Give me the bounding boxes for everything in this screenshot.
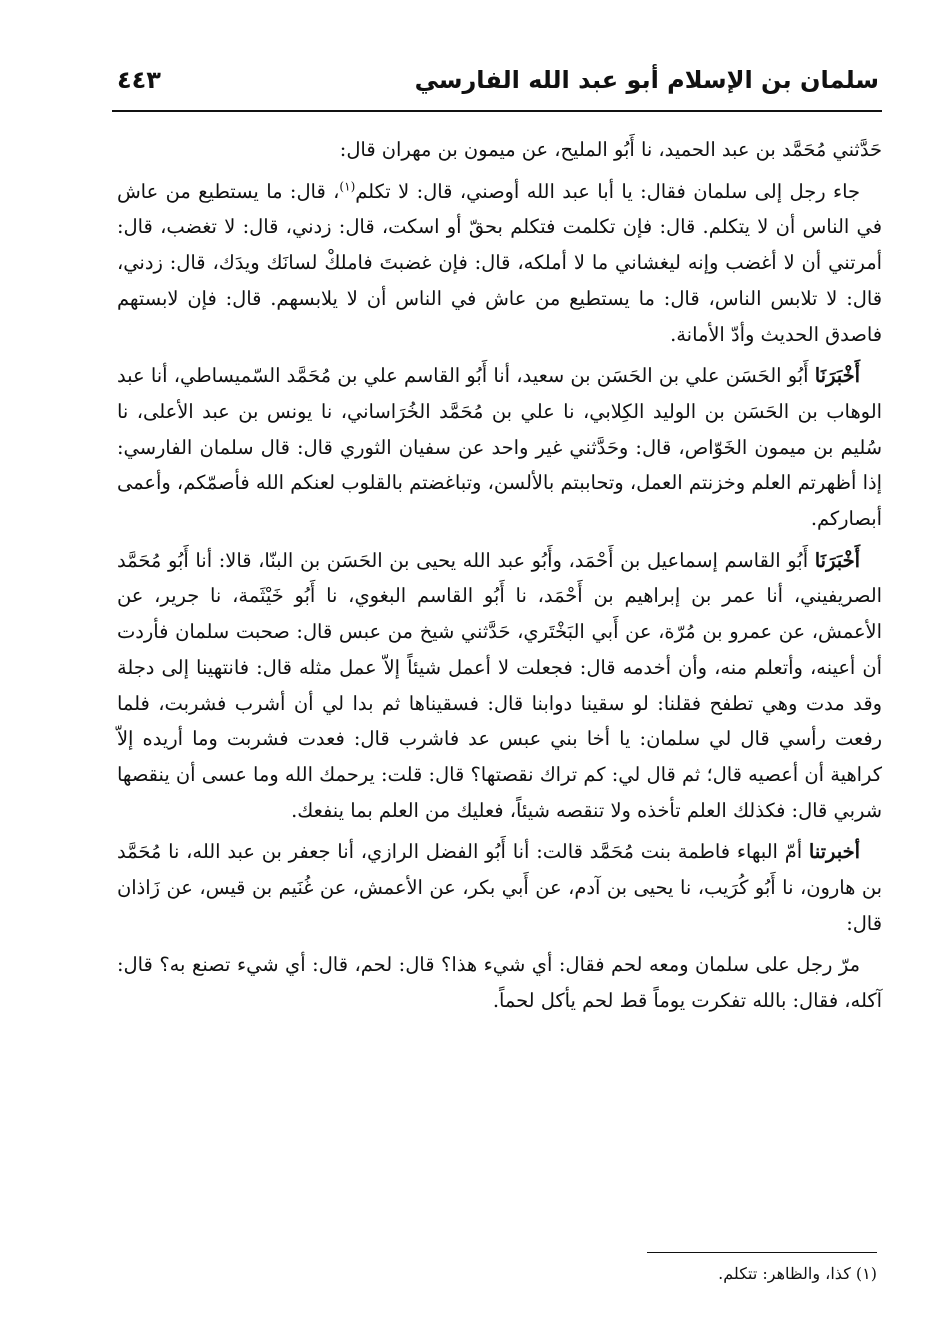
- footnote: [718, 1262, 877, 1286]
- footnote-text: كذا، والظاهر: تتكلم.: [718, 1264, 851, 1283]
- transmission-lead: أَخْبَرَنَا: [814, 364, 860, 388]
- page-header: [117, 66, 879, 100]
- paragraph-6: [117, 947, 882, 1018]
- footnote-reference: (١): [339, 179, 356, 194]
- paragraph-3: [117, 358, 882, 537]
- body-text: [117, 132, 882, 1025]
- paragraph-2: [117, 174, 882, 353]
- header-rule: [112, 110, 882, 112]
- paragraph-4: [117, 543, 882, 829]
- paragraph-5: [117, 834, 882, 941]
- paragraph-1: [117, 132, 882, 168]
- paragraph-text-after-ref: ، قال: ما يستطيع من عاش في الناس أن لا يتكلم. قال: فإن تكلمت فتكلم بحقّ أو اسكت، قال: زدني، قال: لا تغضب، قال: أمرتني أن لا أغضب وإنه ليغشاني ما لا أملكه، قال: فإن غضبتَ فاملكْ لسانَك ويدَك، قال: زدني، قال: لا تلابس الناس، قال: ما يستطيع من عاش في الناس أن لا يلابسهم. قال: فإن لابستهم فاصدق الحديث وأدّ الأمانة.: [117, 179, 882, 346]
- paragraph-text: مرّ رجل على سلمان ومعه لحم فقال: أي شيء هذا؟ قال: لحم، قال: أي شيء تصنع به؟ قال: آكله، فقال: بالله تفكرت يوماً قط لحم يأكل لحماً.: [117, 953, 882, 1013]
- transmission-lead: أَخْبَرَنَا: [814, 548, 860, 572]
- paragraph-text-before-ref: جاء رجل إلى سلمان فقال: يا أبا عبد الله أوصني، قال: لا تكلم: [355, 179, 861, 203]
- page-number: ٤٤٣: [117, 66, 161, 94]
- paragraph-text: أَبُو الحَسَن علي بن الحَسَن بن سعيد، أنا أَبُو القاسم علي بن مُحَمَّد السّميساطي، أنا عبد الوهاب بن الحَسَن بن الوليد الكِلابي، نا علي بن مُحَمَّد الخُرَاساني، نا يونس بن عبد الأعلى، نا سُليم بن ميمون الخَوّاص، قال: وحَدَّثني غير واحد عن سفيان الثوري قال: قال سلمان الفارسي: إذا أظهرتم العلم وخزنتم العمل، وتحاببتم بالألسن، وتباغضتم بالقلوب لعنكم الله فأصمّكم، وأعمى أبصاركم.: [117, 364, 882, 531]
- paragraph-text: أمّ البهاء فاطمة بنت مُحَمَّد قالت: أنا أَبُو الفضل الرازي، أنا جعفر بن عبد الله، نا مُحَمَّد بن هارون، نا أَبُو كُرَيب، نا يحيى بن آدم، عن أَبي بكر، عن الأعمش، عن غُنَيم بن قيس، عن زَاذان قال:: [117, 840, 882, 935]
- footnote-number: (١): [855, 1264, 877, 1283]
- running-title: سلمان بن الإسلام أبو عبد الله الفارسي: [414, 66, 879, 94]
- paragraph-text: حَدَّثني مُحَمَّد بن عبد الحميد، نا أَبُو المليح، عن ميمون بن مهران قال:: [339, 138, 882, 161]
- paragraph-text: أَبُو القاسم إسماعيل بن أَحْمَد، وأَبُو عبد الله يحيى بن الحَسَن بن البنّا، قالا: أنا أَبُو مُحَمَّد الصريفيني، أنا عمر بن إبراهيم بن أَحْمَد، نا أَبُو القاسم البغوي، نا أَبُو خَيْثَمة، نا جرير، عن الأعمش، عن عمرو بن مُرّة، عن أَبي البَخْتَري، حَدَّثني شيخ من عبس قال: صحبت سلمان فأردت أن أعينه، وأتعلم منه، وأن أخدمه قال: فجعلت لا أعمل شيئاً إلاّ عمل مثله قال: فانتهينا إلى دجلة وقد مدت وهي تطفح فقلنا: لو سقينا دوابنا قال: فسقيناها ثم بدا لي أن أشرب فشربت، فلما رفعت رأسي قال لي سلمان: يا أخا بني عبس عد فاشرب قال: فعدت فشربت وما أريده إلاّ كراهية أن أعصيه قال؛ ثم قال لي: كم تراك نقصتها؟ قال: قلت: يرحمك الله وما عسى أن ينقصها شربي قال: فكذلك العلم تأخذه ولا تنقصه شيئاً، فعليك من العلم بما ينفعك.: [117, 548, 882, 822]
- transmission-lead: أخبرتنا: [808, 840, 860, 864]
- footnote-rule: [647, 1252, 877, 1253]
